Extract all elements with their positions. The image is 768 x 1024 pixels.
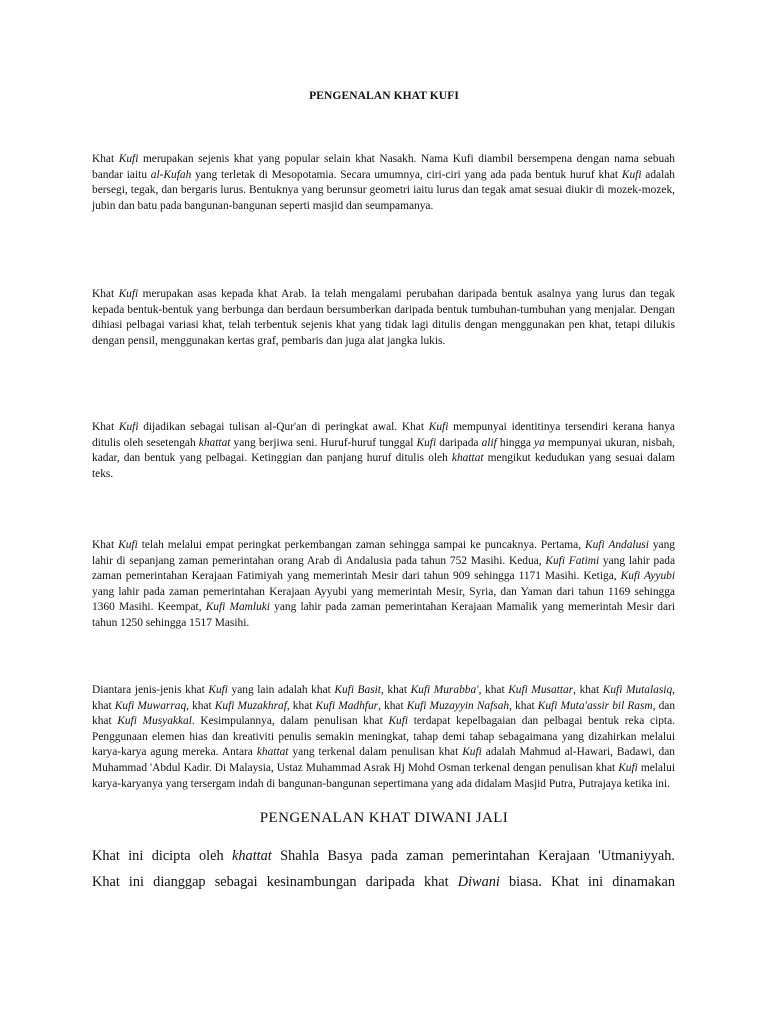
italic-term: al-Kufah: [150, 168, 192, 181]
italic-term: Kufi Musattar: [508, 684, 574, 696]
paragraph-6-line-1: Khat ini dicipta oleh khattat Shahla Basya pada zaman pemerintahan Kerajaan 'Utmaniyyah.: [92, 848, 675, 864]
italic-term: Kufi Fatimi: [545, 554, 600, 567]
italic-term: khattat: [198, 436, 231, 449]
paragraph-1: Khat Kufi merupakan sejenis khat yang popular selain khat Nasakh. Nama Kufi diambil bersempena dengan nama sebuah bandar iaitu al-Kufah yang terletak di Mesopotamia. Secara umumnya, ciri-ciri yang ada pada bentuk huruf khat Kufi adalah bersegi, tegak, dan bergaris lurus. Bentuknya yang berunsur geometri iaitu lurus dan tegak amat sesuai diukir di mozek-mozek, jubin dan batu pada bangunan-bangunan seperti masjid dan seumpamanya.: [92, 153, 675, 212]
italic-term: Kufi Basit: [334, 684, 381, 696]
italic-term: Kufi: [621, 168, 642, 181]
italic-term: Kufi: [118, 288, 139, 300]
italic-term: khattat: [232, 848, 272, 864]
paragraph-5: Diantara jenis-jenis khat Kufi yang lain adalah khat Kufi Basit, khat Kufi Murabba', khat Kufi Musattar, khat Kufi Mutalasiq, khat Kufi Muwarraq, khat Kufi Muzakhraf, khat Kufi Madhfur, khat Kufi Muzayyin Nafsah, khat Kufi Muta'assir bil Rasm, dan khat Kufi Musyakkal. Kesimpulannya, dalam penulisan khat Kufi terdapat kepelbagaian dan pelbagai bentuk reka cipta. Penggunaan elemen hias dan kreativiti penulis semakin meningkat, tahap demi tahap sebagaimana yang dizahirkan melalui karya-karya agung mereka. Antara khattat yang terkenal dalam penulisan khat Kufi adalah Mahmud al-Hawari, Badawi, dan Muhammad 'Abdul Kadir. Di Malaysia, Ustaz Muhammad Asrak Hj Mohd Osman terkenal dengan penulisan khat Kufi melalui karya-karyanya yang tersergam indah di bangunan-bangunan sepertimana yang ada didalam Masjid Putra, Putrajaya ketika ini.: [92, 684, 676, 790]
italic-term: Kufi Mamluki: [205, 601, 270, 614]
italic-term: Diwani: [457, 874, 500, 890]
italic-term: Kufi Madhfur: [315, 699, 379, 712]
italic-term: Kufi Muzayyin Nafsah: [406, 699, 510, 712]
section-title-khat-diwani-jali: PENGENALAN KHAT DIWANI JALI: [259, 810, 509, 826]
italic-term: Kufi Murabba': [410, 684, 479, 696]
italic-term: Kufi: [428, 421, 449, 433]
italic-term: Kufi Ayyubi: [620, 570, 675, 583]
italic-term: Kufi Andalusi: [585, 539, 649, 551]
italic-term: Kufi: [208, 684, 228, 696]
italic-term: Kufi: [618, 761, 638, 774]
italic-term: Kufi: [416, 436, 437, 449]
italic-term: alif: [481, 436, 497, 449]
italic-term: khattat: [451, 452, 484, 465]
italic-term: Kufi: [118, 539, 138, 551]
paragraph-2: Khat Kufi merupakan asas kepada khat Arab. Ia telah mengalami perubahan daripada bentuk asalnya yang lurus dan tegak kepada bentuk-bentuk yang berbunga dan berdaun bersumberkan daripada bentuk tumbuhan-tumbuhan yang menjalar. Dengan dihiasi pelbagai variasi khat, telah terbentuk sejenis khat yang tidak lagi ditulis dengan menggunakan pen khat, tetapi dilukis dengan pensil, menggunakan kertas graf, pembaris dan juga alat jangka lukis.: [92, 288, 675, 347]
italic-term: Kufi: [462, 746, 482, 759]
italic-term: Kufi Muwarraq: [114, 699, 187, 712]
italic-term: Kufi: [118, 153, 139, 165]
paragraph-4: Khat Kufi telah melalui empat peringkat perkembangan zaman sehingga sampai ke puncaknya. Pertama, Kufi Andalusi yang lahir di sepanjang zaman pemerintahan orang Arab di Andalusia pada tahun 752 Masihi. Kedua, Kufi Fatimi yang lahir pada zaman pemerintahan Kerajaan Fatimiyah yang memerintah Mesir dari tahun 909 sehingga 1171 Masihi. Ketiga, Kufi Ayyubi yang lahir pada zaman pemerintahan Kerajaan Ayyubi yang memerintah Mesir, Syria, dan Yaman dari tahun 1169 sehingga 1360 Masihi. Keempat, Kufi Mamluki yang lahir pada zaman pemerintahan Kerajaan Mamalik yang memerintah Mesir dari tahun 1250 sehingga 1517 Masihi.: [92, 539, 676, 629]
section-title-khat-kufi: PENGENALAN KHAT KUFI: [309, 90, 459, 102]
italic-term: Kufi Mutalasiq: [602, 684, 673, 696]
italic-term: Kufi Muta'assir bil Rasm: [537, 699, 653, 712]
paragraph-6-line-2: Khat ini dianggap sebagai kesinambungan daripada khat Diwani biasa. Khat ini dinamakan: [92, 874, 675, 890]
paragraph-6: [92, 843, 675, 895]
italic-term: Kufi Muzakhraf: [214, 699, 287, 712]
italic-term: khattat: [256, 746, 289, 759]
italic-term: Kufi: [118, 421, 139, 433]
italic-term: ya: [534, 436, 545, 449]
paragraph-3: Khat Kufi dijadikan sebagai tulisan al-Qur'an di peringkat awal. Khat Kufi mempunyai identitinya tersendiri kerana hanya ditulis oleh sesetengah khattat yang berjiwa seni. Huruf-huruf tunggal Kufi daripada alif hingga ya mempunyai ukuran, nisbah, kadar, dan bentuk yang pelbagai. Ketinggian dan panjang huruf ditulis oleh khattat mengikut kedudukan yang sesuai dalam teks.: [92, 421, 675, 480]
italic-term: Kufi: [388, 715, 409, 728]
italic-term: Kufi Musyakkal: [117, 715, 192, 728]
